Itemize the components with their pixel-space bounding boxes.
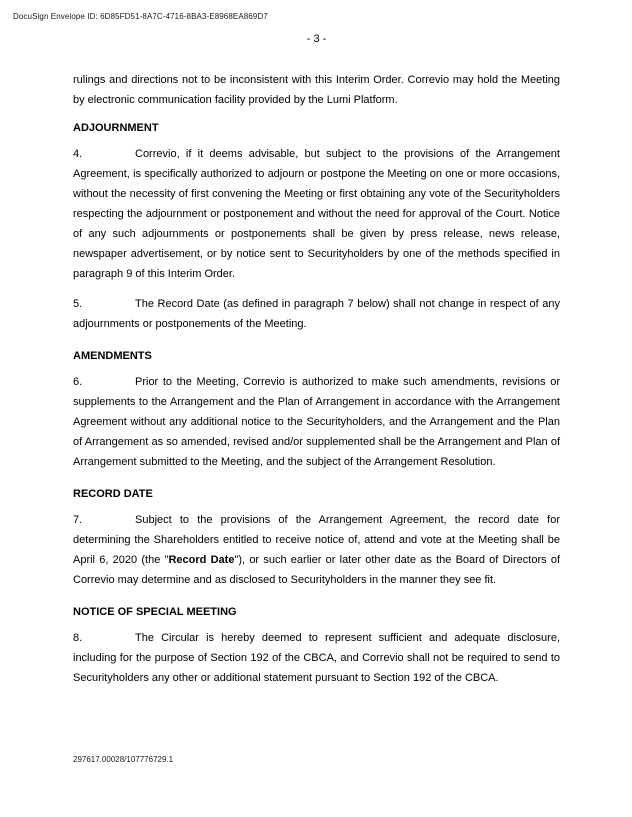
section-heading-notice-of-special-meeting: NOTICE OF SPECIAL MEETING: [73, 606, 237, 618]
paragraph-8-number: 8.: [73, 632, 83, 644]
section-heading-adjournment: ADJOURNMENT: [73, 122, 159, 134]
paragraph-4-text: Correvio, if it deems advisable, but subject to the provisions of the Arrangement Agreement, is specifically authorized to adjourn or postpone the Meeting on one or more occasions, without the necessity of first convening the Meeting or first obtaining any vote of the Securityholders respecting the adjournment or postponement and without the need for approval of the Court. Notice of any such adjournments or postponements shall be given by press release, news release, newspaper advertisement, or by notice sent to Securityholders by one of the methods specified in paragraph 9 of this Interim Order.: [73, 148, 560, 280]
paragraph-7-text-before: Subject to the provisions of the Arrangement Agreement, the record date for determining the Shareholders entitled to receive notice of, attend and vote at the Meeting shall be April 6, 2020 (the ": [73, 514, 560, 566]
docusign-envelope-id: DocuSign Envelope ID: 6D85FD51-8A7C-4716-8BA3-E8968EA869D7: [13, 12, 268, 21]
record-date-defined-term: Record Date: [168, 554, 235, 566]
page-number: - 3 -: [306, 33, 327, 45]
paragraph-6: [73, 372, 560, 472]
paragraph-7-number: 7.: [73, 514, 83, 526]
paragraph-5-number: 5.: [73, 298, 83, 310]
document-body: [73, 70, 560, 688]
paragraph-6-text: Prior to the Meeting, Correvio is authorized to make such amendments, revisions or supplements to the Arrangement and the Plan of Arrangement in accordance with the Arrangement Agreement without any additional notice to the Securityholders, and the Arrangement and the Plan of Arrangement as so amended, revised and/or supplemented shall be the Arrangement and Plan of Arrangement submitted to the Meeting, and the subject of the Arrangement Resolution.: [73, 376, 560, 468]
document-reference-number: 297617.00028/107776729.1: [73, 755, 174, 764]
section-heading-record-date: RECORD DATE: [73, 488, 153, 500]
paragraph-8-text: The Circular is hereby deemed to represent sufficient and adequate disclosure, including for the purpose of Section 192 of the CBCA, and Correvio shall not be required to send to Securityholders any other or additional statement pursuant to Section 192 of the CBCA.: [73, 632, 560, 684]
paragraph-4-number: 4.: [73, 148, 83, 160]
paragraph-7-text-after: "), or such earlier or later other date as the Board of Directors of Correvio may determine and as disclosed to Securityholders in the manner they see fit.: [73, 554, 561, 586]
section-heading-amendments: AMENDMENTS: [73, 350, 152, 362]
paragraph-8: [73, 628, 560, 688]
paragraph-4: [73, 144, 560, 284]
paragraph-5: [73, 294, 560, 334]
paragraph-6-number: 6.: [73, 376, 83, 388]
paragraph-5-text: The Record Date (as defined in paragraph 7 below) shall not change in respect of any adjournments or postponements of the Meeting.: [73, 298, 560, 330]
paragraph-7: [73, 510, 560, 590]
intro-paragraph: rulings and directions not to be inconsistent with this Interim Order. Correvio may hold the Meeting by electronic communication facility provided by the Lumi Platform.: [73, 74, 560, 106]
